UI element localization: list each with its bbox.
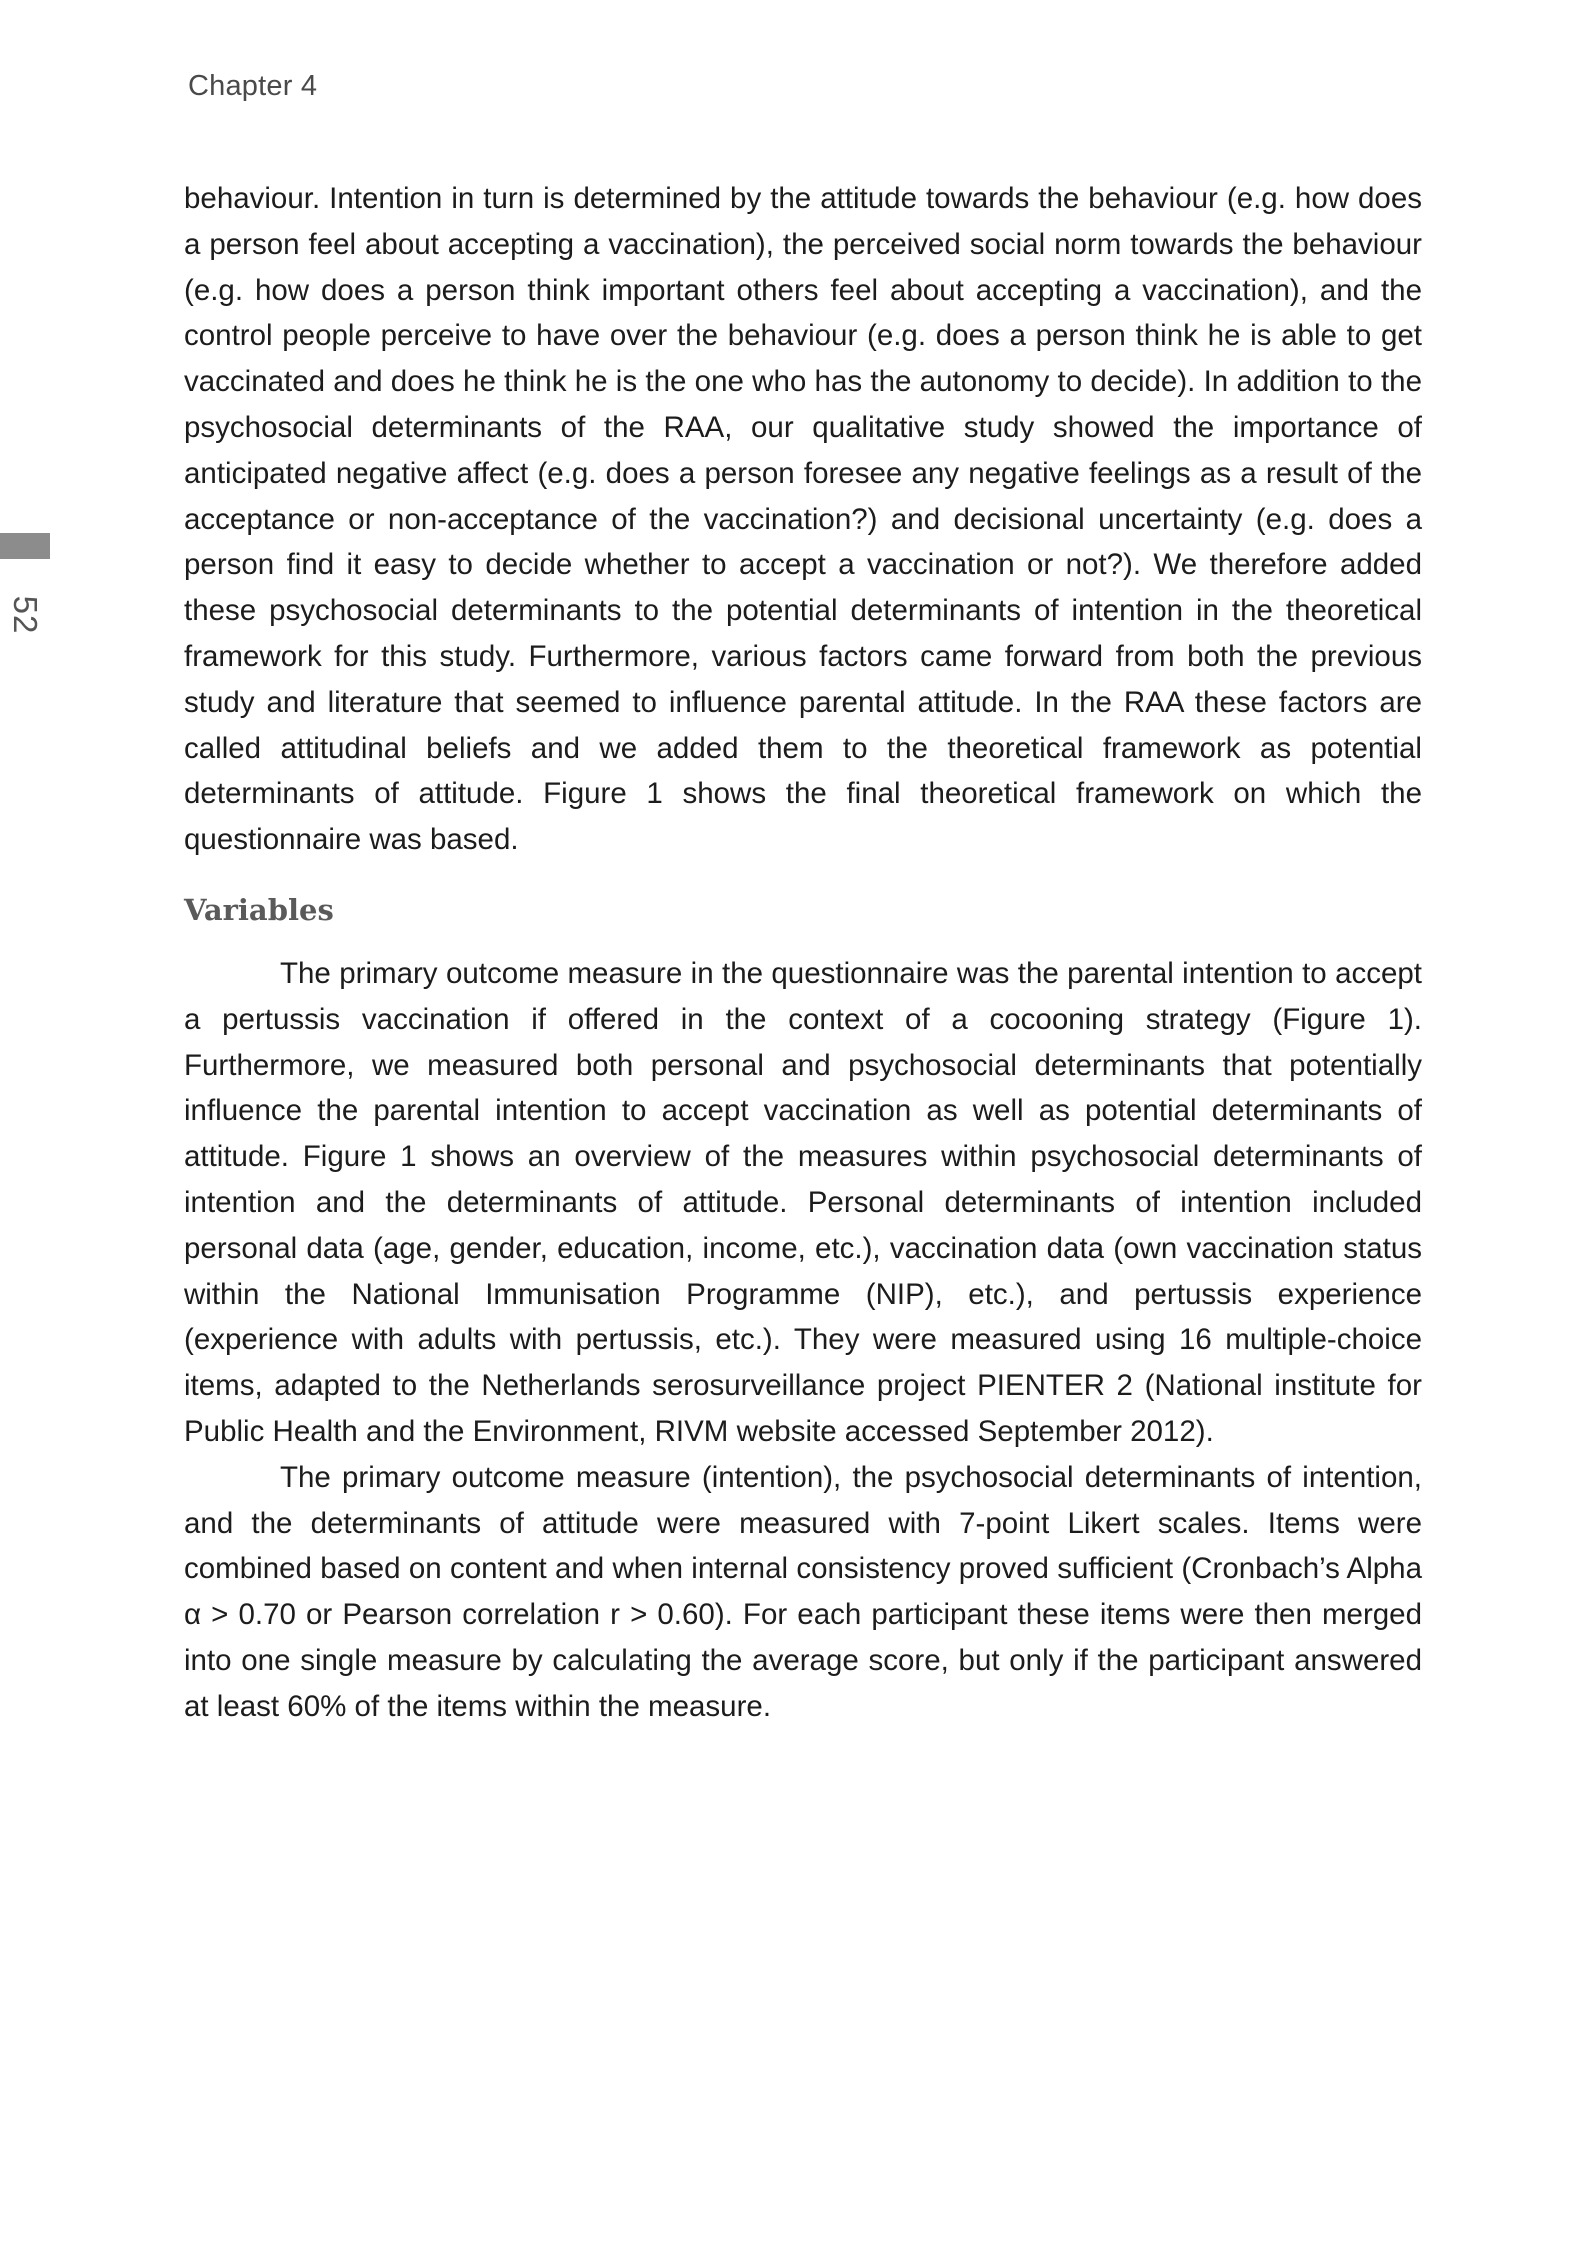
page-number: 52 — [7, 595, 44, 635]
body-text-variables — [184, 951, 1422, 1730]
section-heading-variables: Variables — [184, 893, 334, 927]
paragraph-outcome-measure: The primary outcome measure in the questionnaire was the parental intention to accept a pertussis vaccination if offered in the context of a cocooning strategy (Figure 1). Furthermore, we measured both personal and psychosocial determinants that potentially influence the parental intention to accept vaccination as well as potential determinants of attitude. Figure 1 shows an overview of the measures within psychosocial determinants of intention and the determinants of attitude. Personal determinants of intention included personal data (age, gender, education, income, etc.), vaccination data (own vaccination status within the National Immunisation Programme (NIP), etc.), and pertussis experience (experience with adults with pertussis, etc.). They were measured using 16 multiple-choice items, adapted to the Netherlands serosurveillance project PIENTER 2 (National institute for Public Health and the Environment, RIVM website accessed September 2012). — [184, 957, 1422, 1448]
body-text-intro — [184, 176, 1422, 863]
paragraph-framework: behaviour. Intention in turn is determined by the attitude towards the behaviour (e.g. how does a person feel about accepting a vaccination), the perceived social norm towards the behaviour (e.g. how does a person think important others feel about accepting a vaccination), and the control people perceive to have over the behaviour (e.g. does a person think he is able to get vaccinated and does he think he is the one who has the autonomy to decide). In addition to the psychosocial determinants of the RAA, our qualitative study showed the importance of anticipated negative affect (e.g. does a person foresee any negative feelings as a result of the acceptance or non-acceptance of the vaccination?) and decisional uncertainty (e.g. does a person find it easy to decide whether to accept a vaccination or not?). We therefore added these psychosocial determinants to the potential determinants of intention in the theoretical framework for this study. Furthermore, various factors came forward from both the previous study and literature that seemed to influence parental attitude. In the RAA these factors are called attitudinal beliefs and we added them to the theoretical framework as potential determinants of attitude. Figure 1 shows the final theoretical framework on which the questionnaire was based. — [184, 182, 1422, 857]
paragraph-likert-scales: The primary outcome measure (intention), the psychosocial determinants of intention, and the determinants of attitude were measured with 7-point Likert scales. Items were combined based on content and when internal consistency proved sufficient (Cronbach’s Alpha α > 0.70 or Pearson correlation r > 0.60). For each participant these items were then merged into one single measure by calculating the average score, but only if the participant answered at least 60% of the items within the measure. — [184, 1460, 1422, 1723]
running-head-chapter: Chapter 4 — [188, 70, 318, 102]
page-marker-tab — [0, 533, 47, 559]
page-marker-line — [47, 533, 50, 559]
